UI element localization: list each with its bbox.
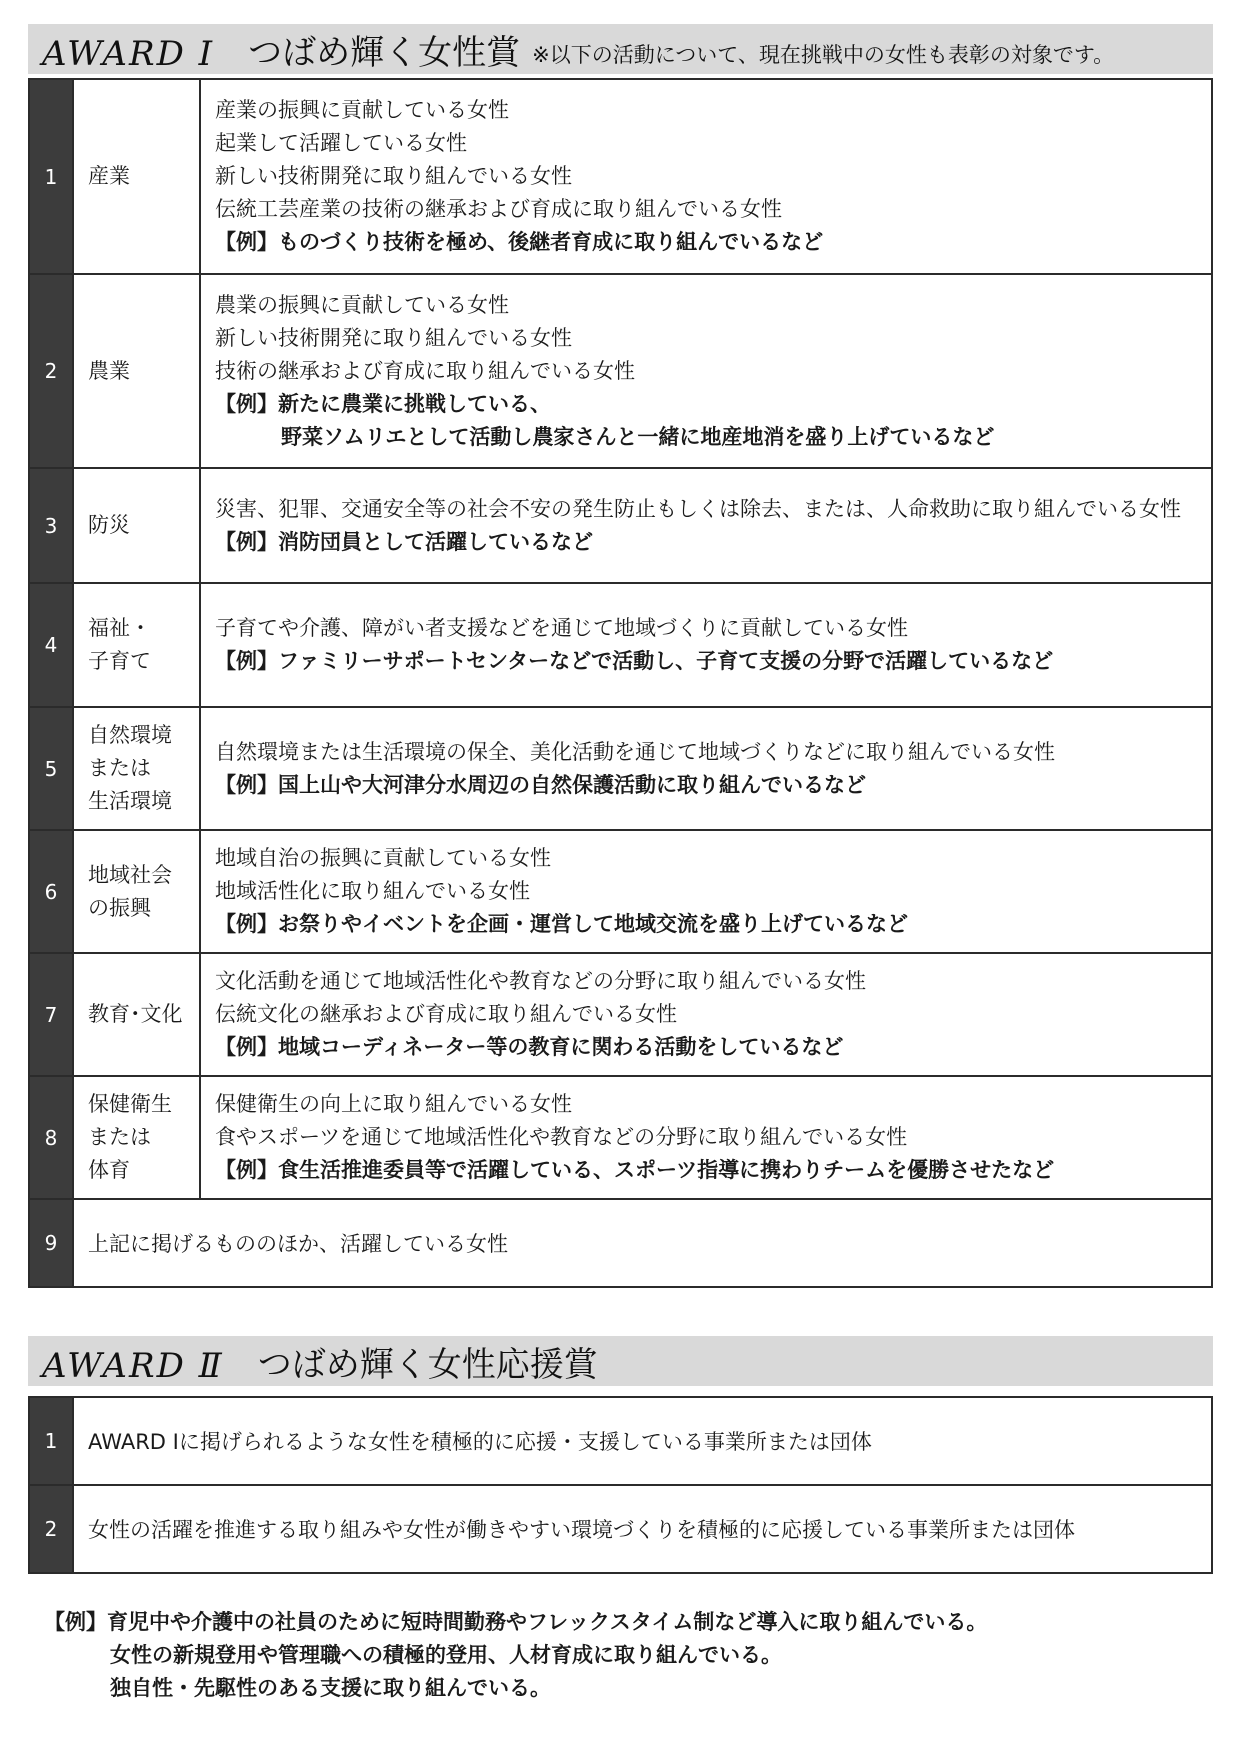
row-example: 【例】消防団員として活躍しているなど	[215, 529, 593, 554]
row-description: 農業の振興に貢献している女性 新しい技術開発に取り組んでいる女性 技術の継承および育成に取り組んでいる女性 【例】新たに農業に挑戦している、 野菜ソムリエとして活動し農家さんと一緒に地産地消を盛り上げているなど	[200, 274, 1212, 468]
row-description: 地域自治の振興に貢献している女性 地域活性化に取り組んでいる女性 【例】お祭りやイベントを企画・運営して地域交流を盛り上げているなど	[200, 830, 1212, 953]
row-number: 5	[29, 707, 73, 830]
row-example: 【例】地域コーディネーター等の教育に関わる活動をしているなど	[215, 1035, 844, 1059]
table-row	[29, 1199, 1212, 1287]
row-example: 【例】ものづくり技術を極め、後継者育成に取り組んでいるなど	[215, 230, 824, 254]
row-number: 7	[29, 953, 73, 1076]
award1-note: ※以下の活動について、現在挑戦中の女性も表彰の対象です。	[532, 43, 1115, 67]
award1-code: AWARD Ⅰ	[42, 34, 215, 74]
row-example: 【例】ファミリーサポートセンターなどで活動し、子育て支援の分野で活躍しているなど	[215, 649, 1054, 673]
row-description: 保健衛生の向上に取り組んでいる女性 食やスポーツを通じて地域活性化や教育などの分野に取り組んでいる女性 【例】食生活推進委員等で活躍している、スポーツ指導に携わりチームを優勝させたなど	[200, 1076, 1212, 1199]
row-description: 自然環境または生活環境の保全、美化活動を通じて地域づくりなどに取り組んでいる女性 【例】国上山や大河津分水周辺の自然保護活動に取り組んでいるなど	[200, 707, 1212, 830]
table-row	[29, 953, 1212, 1076]
row-description: 文化活動を通じて地域活性化や教育などの分野に取り組んでいる女性 伝統文化の継承および育成に取り組んでいる女性 【例】地域コーディネーター等の教育に関わる活動をしているなど	[200, 953, 1212, 1076]
award1-header	[28, 24, 1213, 74]
row-category: 防災	[73, 468, 200, 583]
award2-table	[28, 1396, 1213, 1574]
table-row	[29, 583, 1212, 707]
row-category: 地域社会 の振興	[73, 830, 200, 953]
row-example: 【例】食生活推進委員等で活躍している、スポーツ指導に携わりチームを優勝させたなど	[215, 1158, 1055, 1182]
row-example: 【例】お祭りやイベントを企画・運営して地域交流を盛り上げているなど	[215, 912, 908, 936]
table-row	[29, 79, 1212, 274]
footer-example	[44, 1606, 987, 1705]
footer-example-line: 【例】育児中や介護中の社員のために短時間勤務やフレックスタイム制など導入に取り組んでいる。	[44, 1610, 988, 1634]
row-description: 災害、犯罪、交通安全等の社会不安の発生防止もしくは除去、または、人命救助に取り組んでいる女性 【例】消防団員として活躍しているなど	[200, 468, 1212, 583]
row-category: 保健衛生 または 体育	[73, 1076, 200, 1199]
row-number: 6	[29, 830, 73, 953]
award2-header	[28, 1336, 1213, 1386]
award1-title: つばめ輝く女性賞	[248, 33, 521, 73]
row-description: 女性の活躍を推進する取り組みや女性が働きやすい環境づくりを積極的に応援している事業所または団体	[73, 1485, 1212, 1573]
footer-example-line: 女性の新規登用や管理職への積極的登用、人材育成に取り組んでいる。	[110, 1643, 782, 1667]
table-row	[29, 274, 1212, 468]
award1-table	[28, 78, 1213, 1288]
row-number: 1	[29, 1397, 73, 1485]
table-row	[29, 1397, 1212, 1485]
row-description: 子育てや介護、障がい者支援などを通じて地域づくりに貢献している女性 【例】ファミリーサポートセンターなどで活動し、子育て支援の分野で活躍しているなど	[200, 583, 1212, 707]
row-category: 福祉・ 子育て	[73, 583, 200, 707]
table-row	[29, 830, 1212, 953]
row-number: 3	[29, 468, 73, 583]
row-category: 産業	[73, 79, 200, 274]
award2-title: つばめ輝く女性応援賞	[257, 1345, 598, 1385]
row-example: 【例】新たに農業に挑戦している、	[215, 391, 551, 416]
footer-example-line: 独自性・先駆性のある支援に取り組んでいる。	[110, 1676, 551, 1700]
award2-code: AWARD Ⅱ	[42, 1346, 224, 1386]
table-row	[29, 707, 1212, 830]
table-row	[29, 1485, 1212, 1573]
row-category: 農業	[73, 274, 200, 468]
row-example-cont: 野菜ソムリエとして活動し農家さんと一緒に地産地消を盛り上げているなど	[281, 424, 995, 449]
row-description: AWARD Ⅰに掲げられるような女性を積極的に応援・支援している事業所または団体	[73, 1397, 1212, 1485]
row-number: 8	[29, 1076, 73, 1199]
table-row	[29, 1076, 1212, 1199]
row-category: 教育･文化	[73, 953, 200, 1076]
row-example: 【例】国上山や大河津分水周辺の自然保護活動に取り組んでいるなど	[215, 772, 866, 797]
row-number: 4	[29, 583, 73, 707]
row-description: 産業の振興に貢献している女性 起業して活躍している女性 新しい技術開発に取り組んでいる女性 伝統工芸産業の技術の継承および育成に取り組んでいる女性 【例】ものづくり技術を極め、後継者育成に取り組んでいるなど	[200, 79, 1212, 274]
row-description: 上記に掲げるもののほか、活躍している女性	[73, 1199, 1212, 1287]
row-number: 9	[29, 1199, 73, 1287]
row-number: 1	[29, 79, 73, 274]
row-number: 2	[29, 1485, 73, 1573]
row-category: 自然環境 または 生活環境	[73, 707, 200, 830]
row-number: 2	[29, 274, 73, 468]
table-row	[29, 468, 1212, 583]
